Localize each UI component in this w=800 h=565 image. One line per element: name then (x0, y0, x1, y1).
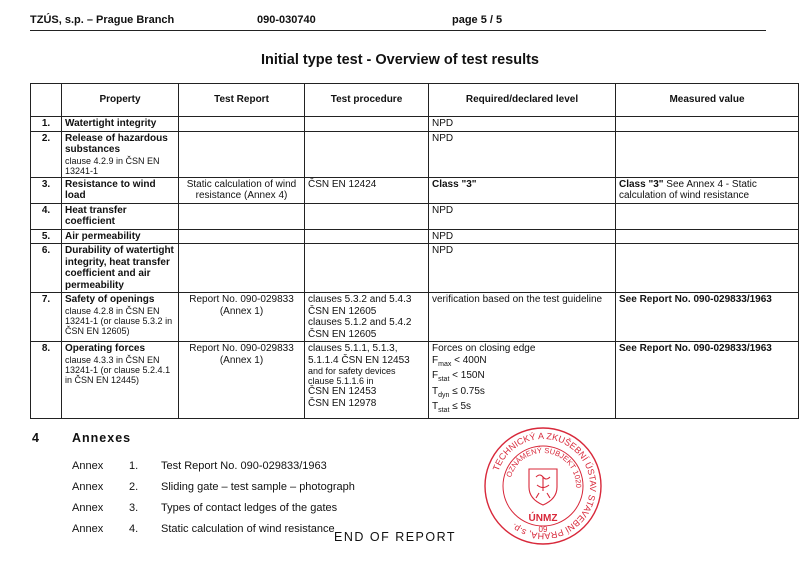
annex-label: Annex (72, 502, 104, 514)
property-name: Release of hazardous substances (65, 132, 168, 155)
section-number: 4 (32, 431, 39, 445)
property-name: Safety of openings (65, 294, 155, 305)
test-procedure-line: ČSN EN 12605 (308, 328, 377, 340)
required-level-line: NPD (432, 245, 454, 256)
annex-number: 1. (129, 460, 139, 472)
page-header (30, 14, 766, 30)
test-report-line: Static calculation of wind resistance (Annex 4) (186, 178, 297, 201)
annex-label: Annex (72, 460, 104, 472)
table-row (31, 342, 799, 419)
test-procedure-cell (305, 244, 429, 293)
force-value: < 150N (449, 370, 485, 381)
property-cell (62, 293, 179, 342)
test-procedure-cell (305, 293, 429, 342)
official-stamp (482, 425, 604, 547)
test-procedure-cell (305, 229, 429, 244)
row-number: 5. (31, 229, 62, 244)
required-level-line: Forces on closing edge (432, 343, 536, 354)
header-company: TZÚS, s.p. – Prague Branch (30, 14, 175, 26)
property-name: Watertight integrity (65, 118, 157, 129)
required-level-cell (429, 203, 616, 229)
property-name: Air permeability (65, 230, 141, 242)
test-report-cell (179, 342, 305, 419)
test-procedure-line: and for safety devices (308, 366, 396, 376)
row-number: 1. (31, 117, 62, 132)
required-level-cell (429, 177, 616, 203)
col-header-property: Property (62, 84, 179, 117)
row-number: 4. (31, 203, 62, 229)
test-report-line: (Annex 1) (219, 354, 264, 366)
row-number: 2. (31, 131, 62, 177)
measured-value-cell (616, 293, 799, 342)
measured-value-cell (616, 229, 799, 244)
required-level-cell (429, 229, 616, 244)
row-number: 6. (31, 244, 62, 293)
section-title: Annexes (72, 431, 132, 445)
stamp-mark: ÚNMZ (528, 513, 558, 524)
required-level-line: NPD (432, 132, 454, 144)
property-clause: clause 4.2.8 in ČSN EN 13241-1 (or clause 5.3.2 in ČSN EN 12605) (65, 305, 173, 336)
required-level-cell (429, 131, 616, 177)
required-level-line: Class "3" (432, 178, 477, 190)
table-row (31, 203, 799, 229)
table-row (31, 244, 799, 293)
col-header-test-procedure: Test procedure (305, 84, 429, 117)
test-procedure-cell (305, 117, 429, 132)
annex-label: Annex (72, 523, 104, 535)
table-body (31, 117, 799, 419)
annex-description: Types of contact ledges of the gates (161, 502, 338, 514)
force-subscript: stat (438, 376, 450, 383)
force-subscript: dyn (438, 391, 450, 399)
test-procedure-cell (305, 177, 429, 203)
test-report-cell (179, 131, 305, 177)
col-header-number (31, 84, 62, 117)
test-procedure-line: clauses 5.3.2 and 5.4.3 (308, 294, 412, 305)
force-subscript: stat (438, 407, 450, 414)
header-report-number: 090-030740 (257, 14, 316, 26)
test-procedure-line: clause 5.1.1.6 in (308, 376, 374, 386)
annex-description: Static calculation of wind resistance (161, 523, 335, 535)
property-clause: clause 4.2.9 in ČSN EN 13241-1 (65, 155, 160, 176)
measured-value-cell (616, 131, 799, 177)
property-name: Durability of watertight integrity, heat transfer coefficient and air permeability (65, 245, 174, 291)
test-report-cell (179, 229, 305, 244)
test-procedure-line: ČSN EN 12978 (308, 397, 377, 409)
test-procedure-line: ČSN EN 12453 (308, 386, 377, 397)
force-symbol: F (432, 354, 439, 366)
property-cell (62, 342, 179, 419)
annex-description: Test Report No. 090-029833/1963 (161, 460, 327, 472)
table-header-row (31, 84, 799, 117)
property-cell (62, 131, 179, 177)
force-value: < 400N (451, 354, 487, 366)
required-level-line: NPD (432, 204, 454, 216)
row-number: 7. (31, 293, 62, 342)
property-cell (62, 117, 179, 132)
test-procedure-cell (305, 131, 429, 177)
property-cell (62, 177, 179, 203)
row-number: 3. (31, 177, 62, 203)
property-name: Operating forces (65, 343, 146, 354)
measured-value-cell (616, 117, 799, 132)
test-report-cell (179, 203, 305, 229)
stamp-inner-text: OZNÁMENÝ SUBJEKT 1020 (504, 445, 584, 488)
test-procedure-cell (305, 342, 429, 419)
table-row (31, 177, 799, 203)
stamp-ring-text: TECHNICKÝ A ZKUŠEBNÍ ÚSTAV STAVEBNÍ PRAHA, s.p. (490, 430, 599, 542)
measured-value-bold: Class "3" (619, 178, 664, 190)
force-value: ≤ 0.75s (449, 385, 485, 397)
required-level-line: NPD (432, 230, 454, 242)
document-title: Initial type test - Overview of test results (261, 52, 539, 68)
header-page-number: page 5 / 5 (452, 14, 503, 26)
col-header-test-report: Test Report (179, 84, 305, 117)
annex-number: 4. (129, 523, 139, 535)
test-procedure-line: clauses 5.1.2 and 5.4.2 (308, 317, 412, 328)
required-level-cell (429, 117, 616, 132)
force-subscript: max (438, 360, 452, 368)
test-procedure-cell (305, 203, 429, 229)
required-level-line: verification based on the test guideline (432, 294, 603, 305)
force-limit (432, 401, 612, 417)
measured-value-bold: See Report No. 090-029833/1963 (619, 294, 772, 305)
force-value: ≤ 5s (449, 401, 472, 412)
property-clause: clause 4.3.3 in ČSN EN 13241-1 (or clause 5.2.4.1 in ČSN EN 12445) (65, 354, 171, 385)
test-results-table (30, 83, 799, 419)
required-level-cell (429, 293, 616, 342)
measured-value-bold: See Report No. 090-029833/1963 (619, 343, 772, 354)
test-report-line: (Annex 1) (219, 305, 264, 317)
measured-value-cell (616, 203, 799, 229)
table-row (31, 117, 799, 132)
col-header-measured-value: Measured value (616, 84, 799, 117)
force-limit (432, 386, 612, 402)
end-of-report: END OF REPORT (334, 530, 457, 544)
stamp-code: 09 (538, 525, 548, 534)
test-report-cell (179, 177, 305, 203)
force-symbol: T (432, 401, 439, 412)
row-number: 8. (31, 342, 62, 419)
required-level-line: NPD (432, 118, 454, 129)
measured-value-cell (616, 342, 799, 419)
col-header-required-level: Required/declared level (429, 84, 616, 117)
test-procedure-line: clauses 5.1.1, 5.1.3, (308, 343, 398, 354)
test-procedure-line: ČSN EN 12605 (308, 305, 377, 317)
property-name: Heat transfer coefficient (65, 204, 127, 227)
measured-value-cell (616, 177, 799, 203)
force-limit (432, 355, 612, 371)
force-symbol: T (432, 385, 439, 397)
test-report-cell (179, 244, 305, 293)
table-row (31, 229, 799, 244)
property-cell (62, 229, 179, 244)
required-level-cell (429, 342, 616, 419)
table-row (31, 293, 799, 342)
test-report-cell (179, 293, 305, 342)
annex-number: 3. (129, 502, 139, 514)
annex-label: Annex (72, 481, 104, 493)
measured-value-cell (616, 244, 799, 293)
stamp-emblem (529, 469, 557, 505)
test-procedure-line: ČSN EN 12424 (308, 178, 377, 190)
measured-value-text: See Annex 4 - Static calculation of wind resistance (619, 178, 757, 201)
annex-description: Sliding gate – test sample – photograph (161, 481, 355, 493)
test-report-cell (179, 117, 305, 132)
property-cell (62, 244, 179, 293)
table-row (31, 131, 799, 177)
test-report-line: Report No. 090-029833 (189, 294, 294, 305)
force-symbol: F (432, 370, 439, 381)
header-rule (30, 30, 766, 31)
test-report-line: Report No. 090-029833 (189, 343, 294, 354)
annex-number: 2. (129, 481, 139, 493)
force-limit (432, 370, 612, 386)
property-cell (62, 203, 179, 229)
test-procedure-line: 5.1.1.4 ČSN EN 12453 (308, 354, 410, 366)
required-level-cell (429, 244, 616, 293)
property-name: Resistance to wind load (65, 178, 156, 201)
